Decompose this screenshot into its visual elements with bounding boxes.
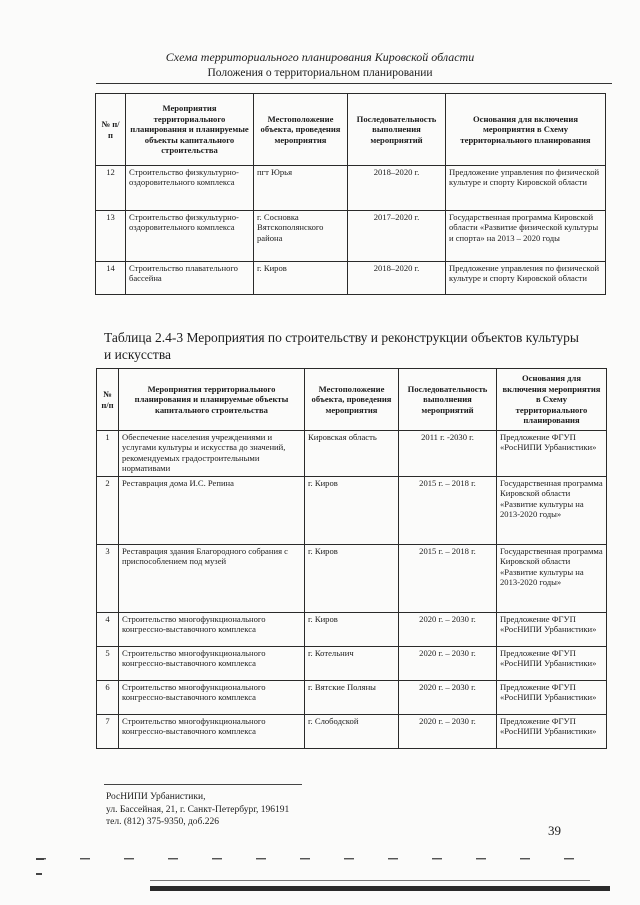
cell-basis: Государственная программа Кировской области «Развитие физической культуры и спорта» на 2013 – 2020 годы [446,211,606,262]
cell-activity: Обеспечение населения учреждениями и услугами культуры и искусства до значений, рекомендуемых градостроительными нормативами [119,431,305,477]
table-header-row [97,369,607,431]
table-header-row [96,94,606,166]
publisher-phone: тел. (812) 375-9350, доб.226 [106,817,220,827]
cell-location: пгт Юрья [254,166,348,211]
sports-facilities-table [95,93,606,295]
cell-activity: Строительство плавательного бассейна [126,262,254,295]
table-row [96,166,606,211]
cell-location: г. Слободской [305,715,399,749]
table-caption: Таблица 2.4-3 Мероприятия по строительству и реконструкции объектов культуры и искусства [104,330,579,362]
cell-activity: Реставрация дома И.С. Репина [119,477,305,545]
table-row [96,262,606,295]
cell-activity: Строительство физкультурно-оздоровительного комплекса [126,166,254,211]
cell-activity: Строительство многофункционального конгрессно-выставочного комплекса [119,647,305,681]
table-row [97,647,607,681]
column-header-activity: Мероприятия территориального планирования и планируемые объекты капитального строительства [119,369,305,431]
cell-location: г. Киров [305,545,399,613]
table-row [97,545,607,613]
column-header-basis: Основания для включения мероприятия в Схему территориального планирования [446,94,606,166]
column-header-period: Последовательность выполнения мероприятий [348,94,446,166]
cell-period: 2015 г. – 2018 г. [399,477,497,545]
cell-location: г. Котельнич [305,647,399,681]
culture-facilities-table [96,368,607,749]
table-row [97,431,607,477]
cell-period: 2020 г. – 2030 г. [399,681,497,715]
scan-artifact-mark [36,873,42,875]
cell-activity: Строительство многофункционального конгрессно-выставочного комплекса [119,681,305,715]
cell-location: г. Киров [254,262,348,295]
publisher-name: РосНИПИ Урбанистики, [106,792,206,802]
cell-activity: Реставрация здания Благородного собрания с приспособлением под музей [119,545,305,613]
cell-location: г. Киров [305,477,399,545]
column-header-location: Местоположение объекта, проведения мероприятия [254,94,348,166]
cell-num: 2 [97,477,119,545]
column-header-num: № п/п [96,94,126,166]
cell-num: 1 [97,431,119,477]
document-header-title: Схема территориального планирования Кировской области [165,50,475,64]
cell-location: г. Сосновка Вятскополянского района [254,211,348,262]
table-row [97,715,607,749]
cell-basis: Предложение управления по физической культуре и спорту Кировской области [446,166,606,211]
cell-period: 2017–2020 г. [348,211,446,262]
column-header-num: № п/п [97,369,119,431]
cell-num: 3 [97,545,119,613]
cell-basis: Государственная программа Кировской области «Развитие культуры на 2013-2020 годы» [497,477,607,545]
scan-artifact-dashes [36,858,596,859]
cell-basis: Предложение ФГУП «РосНИПИ Урбанистики» [497,613,607,647]
cell-basis: Государственная программа Кировской области «Развитие культуры на 2013-2020 годы» [497,545,607,613]
table-row [97,613,607,647]
publisher-footer [106,791,289,829]
scan-artifact-mark [36,858,44,860]
cell-num: 6 [97,681,119,715]
scan-artifact-line [150,880,590,881]
column-header-period: Последовательность выполнения мероприятий [399,369,497,431]
column-header-location: Местоположение объекта, проведения мероприятия [305,369,399,431]
footnote-divider [104,784,302,785]
cell-period: 2011 г. -2030 г. [399,431,497,477]
cell-num: 4 [97,613,119,647]
column-header-basis: Основания для включения мероприятия в Схему территориального планирования [497,369,607,431]
cell-location: г. Вятские Поляны [305,681,399,715]
page-number: 39 [548,823,561,838]
cell-period: 2018–2020 г. [348,166,446,211]
cell-location: Кировская область [305,431,399,477]
cell-num: 12 [96,166,126,211]
cell-period: 2020 г. – 2030 г. [399,715,497,749]
cell-basis: Предложение ФГУП «РосНИПИ Урбанистики» [497,431,607,477]
cell-basis: Предложение управления по физической культуре и спорту Кировской области [446,262,606,295]
cell-activity: Строительство многофункционального конгрессно-выставочного комплекса [119,715,305,749]
cell-num: 5 [97,647,119,681]
cell-activity: Строительство многофункционального конгрессно-выставочного комплекса [119,613,305,647]
column-header-activity: Мероприятия территориального планирования и планируемые объекты капитального строительства [126,94,254,166]
table-row [97,681,607,715]
cell-period: 2020 г. – 2030 г. [399,647,497,681]
cell-location: г. Киров [305,613,399,647]
cell-num: 13 [96,211,126,262]
cell-basis: Предложение ФГУП «РосНИПИ Урбанистики» [497,715,607,749]
document-header-subtitle: Положения о территориальном планировании [207,67,433,79]
cell-period: 2015 г. – 2018 г. [399,545,497,613]
cell-period: 2020 г. – 2030 г. [399,613,497,647]
table-row [97,477,607,545]
table-row [96,211,606,262]
cell-activity: Строительство физкультурно-оздоровительного комплекса [126,211,254,262]
header-divider [96,83,612,84]
cell-basis: Предложение ФГУП «РосНИПИ Урбанистики» [497,647,607,681]
cell-period: 2018–2020 г. [348,262,446,295]
cell-num: 14 [96,262,126,295]
scan-artifact-bar [150,886,610,891]
publisher-address: ул. Бассейная, 21, г. Санкт-Петербург, 196191 [106,804,290,815]
cell-basis: Предложение ФГУП «РосНИПИ Урбанистики» [497,681,607,715]
cell-num: 7 [97,715,119,749]
